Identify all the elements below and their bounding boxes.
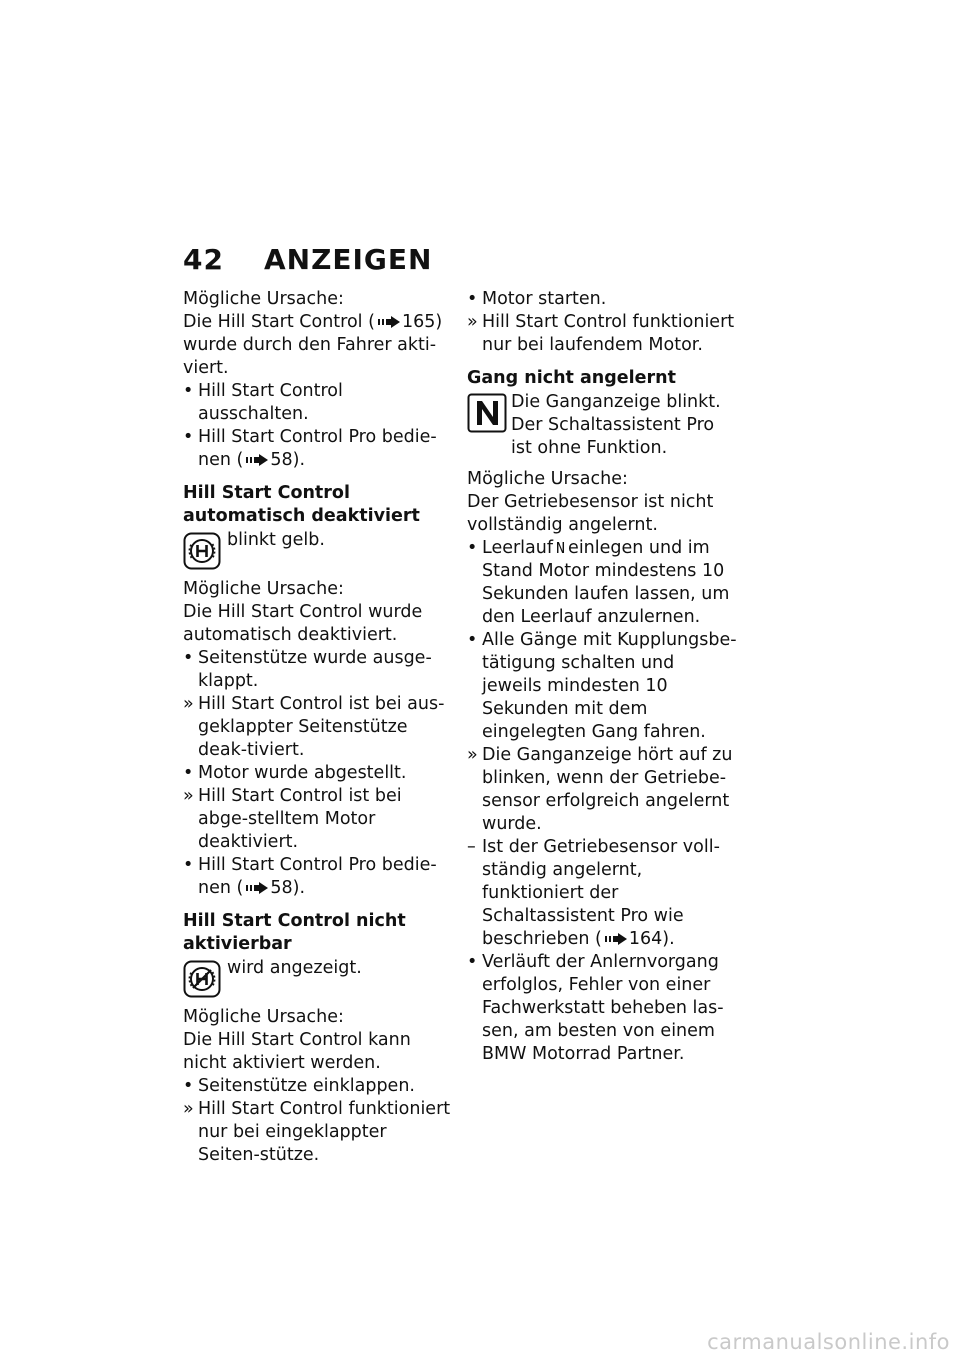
result-item: » Hill Start Control funktioniert nur bei eingeklappter Seiten-stütze. — [183, 1099, 451, 1165]
watermark: carmanualsonline.info — [707, 1330, 950, 1354]
page-reference-arrow-icon — [246, 454, 268, 466]
list-item-text: Hill Start Control ausschalten. — [198, 381, 343, 424]
indicator-text: wird angezeigt. — [227, 958, 362, 978]
indicator-row — [183, 529, 453, 570]
result-item: » Hill Start Control funktioniert nur bei laufendem Motor. — [467, 312, 735, 355]
list-item-text: Seitenstütze wurde ausge-klappt. — [198, 648, 432, 691]
list-item: • Motor wurde abgestellt. — [183, 763, 407, 783]
list-item: • Hill Start Control Pro bedie-nen ( 58). — [183, 427, 437, 470]
indicator-row — [467, 391, 737, 460]
list-item-text: Alle Gänge mit Kupplungsbe-tätigung schalten und jeweils mindesten 10 Sekunden mit dem eingelegten Gang fahren. — [482, 630, 737, 742]
page-reference[interactable]: 58). — [270, 450, 306, 470]
cause-text: Die Hill Start Control ( 165) wurde durch den Fahrer akti-viert. — [183, 312, 443, 378]
list-item: • Leerlauf N einlegen und im Stand Motor mindestens 10 Sekunden laufen lassen, um den Leerlauf anzulernen. — [467, 538, 730, 627]
list-item: • Seitenstütze wurde ausge-klappt. — [183, 648, 432, 691]
result-item-text: Hill Start Control funktioniert nur bei eingeklappter Seiten-stütze. — [198, 1099, 451, 1165]
list-item-text: Seitenstütze einklappen. — [198, 1076, 415, 1096]
gear-indicator-n-icon — [467, 393, 507, 433]
cause-label: Mögliche Ursache: — [183, 289, 344, 309]
left-column — [183, 288, 453, 1167]
list-item: • Motor starten. — [467, 289, 607, 309]
list-item: • Hill Start Control Pro bedie-nen ( 58). — [183, 855, 437, 898]
result-item-text: Hill Start Control ist bei aus-geklappter Seitenstütze deak-tiviert. — [198, 694, 445, 760]
cause-text: Die Hill Start Control kann nicht aktiviert werden. — [183, 1030, 411, 1073]
indicator-text: Die Ganganzeige blinkt. Der Schaltassistent Pro ist ohne Funktion. — [511, 392, 721, 458]
cause-text: Die Hill Start Control wurde automatisch deaktiviert. — [183, 602, 423, 645]
right-column — [467, 288, 737, 1066]
page-reference[interactable]: 164). — [628, 929, 675, 949]
page-reference-arrow-icon — [246, 882, 268, 894]
result-item: » Die Ganganzeige hört auf zu blinken, wenn der Getriebe-sensor erfolgreich angelernt wurde. — [467, 745, 733, 834]
chapter-title: ANZEIGEN — [263, 243, 433, 276]
page-header — [183, 243, 432, 276]
list-item-text: Motor wurde abgestellt. — [198, 763, 407, 783]
list-item: • Hill Start Control ausschalten. — [183, 381, 343, 424]
page-reference-arrow-icon — [605, 933, 627, 945]
list-item-text: Leerlauf — [482, 538, 554, 558]
page-reference[interactable]: 165) — [401, 312, 443, 332]
cause-label: Mögliche Ursache: — [467, 469, 628, 489]
hill-start-control-unavailable-icon — [183, 960, 221, 998]
cause-text-end: wurde durch den Fahrer akti-viert. — [183, 335, 437, 378]
cause-label: Mögliche Ursache: — [183, 579, 344, 599]
hill-start-control-icon — [183, 532, 221, 570]
section-heading: Hill Start Control automatisch deaktiviert — [183, 483, 420, 526]
result-item-text: Die Ganganzeige hört auf zu blinken, wenn der Getriebe-sensor erfolgreich angelernt wurde. — [482, 745, 733, 834]
list-item: • Alle Gänge mit Kupplungsbe-tätigung schalten und jeweils mindesten 10 Sekunden mit dem eingelegten Gang fahren. — [467, 630, 737, 742]
list-item: • Seitenstütze einklappen. — [183, 1076, 415, 1096]
page-number: 42 — [183, 243, 224, 276]
dash-item: – Ist der Getriebesensor voll-ständig angelernt, funktioniert der Schaltassistent Pro wie beschrieben ( 164). — [467, 837, 720, 949]
neutral-symbol: N — [556, 539, 566, 557]
result-item-text: Hill Start Control ist bei abge-stelltem Motor deaktiviert. — [198, 786, 402, 852]
indicator-row — [183, 957, 453, 998]
list-item-text: Hill Start Control Pro bedie-nen ( — [198, 427, 437, 470]
page-reference-arrow-icon — [378, 316, 400, 328]
result-item: » Hill Start Control ist bei abge-stelltem Motor deaktiviert. — [183, 786, 402, 852]
cause-label: Mögliche Ursache: — [183, 1007, 344, 1027]
list-item-text: Motor starten. — [482, 289, 607, 309]
section-heading: Gang nicht angelernt — [467, 368, 676, 388]
result-item: » Hill Start Control ist bei aus-geklappter Seitenstütze deak-tiviert. — [183, 694, 445, 760]
list-item-text: Verläuft der Anlernvorgang erfolglos, Fehler von einer Fachwerkstatt beheben las-sen, am besten von einem BMW Motorrad Partner. — [482, 952, 724, 1064]
list-item-text: einlegen und im Stand Motor mindestens 10 Sekunden laufen lassen, um den Leerlauf anzulernen. — [482, 538, 730, 627]
cause-text-start: Die Hill Start Control — [183, 312, 369, 332]
list-item: • Verläuft der Anlernvorgang erfolglos, Fehler von einer Fachwerkstatt beheben las-sen, am besten von einem BMW Motorrad Partner. — [467, 952, 724, 1064]
list-item-text: Hill Start Control Pro bedie-nen ( — [198, 855, 437, 898]
dash-item-text: Ist der Getriebesensor voll-ständig angelernt, funktioniert der Schaltassistent Pro wie beschrieben ( — [482, 837, 720, 949]
cause-text: Der Getriebesensor ist nicht vollständig angelernt. — [467, 492, 714, 535]
page-reference[interactable]: 58). — [270, 878, 306, 898]
result-item-text: Hill Start Control funktioniert nur bei laufendem Motor. — [482, 312, 735, 355]
section-heading: Hill Start Control nicht aktivierbar — [183, 911, 406, 954]
indicator-text: blinkt gelb. — [227, 530, 325, 550]
